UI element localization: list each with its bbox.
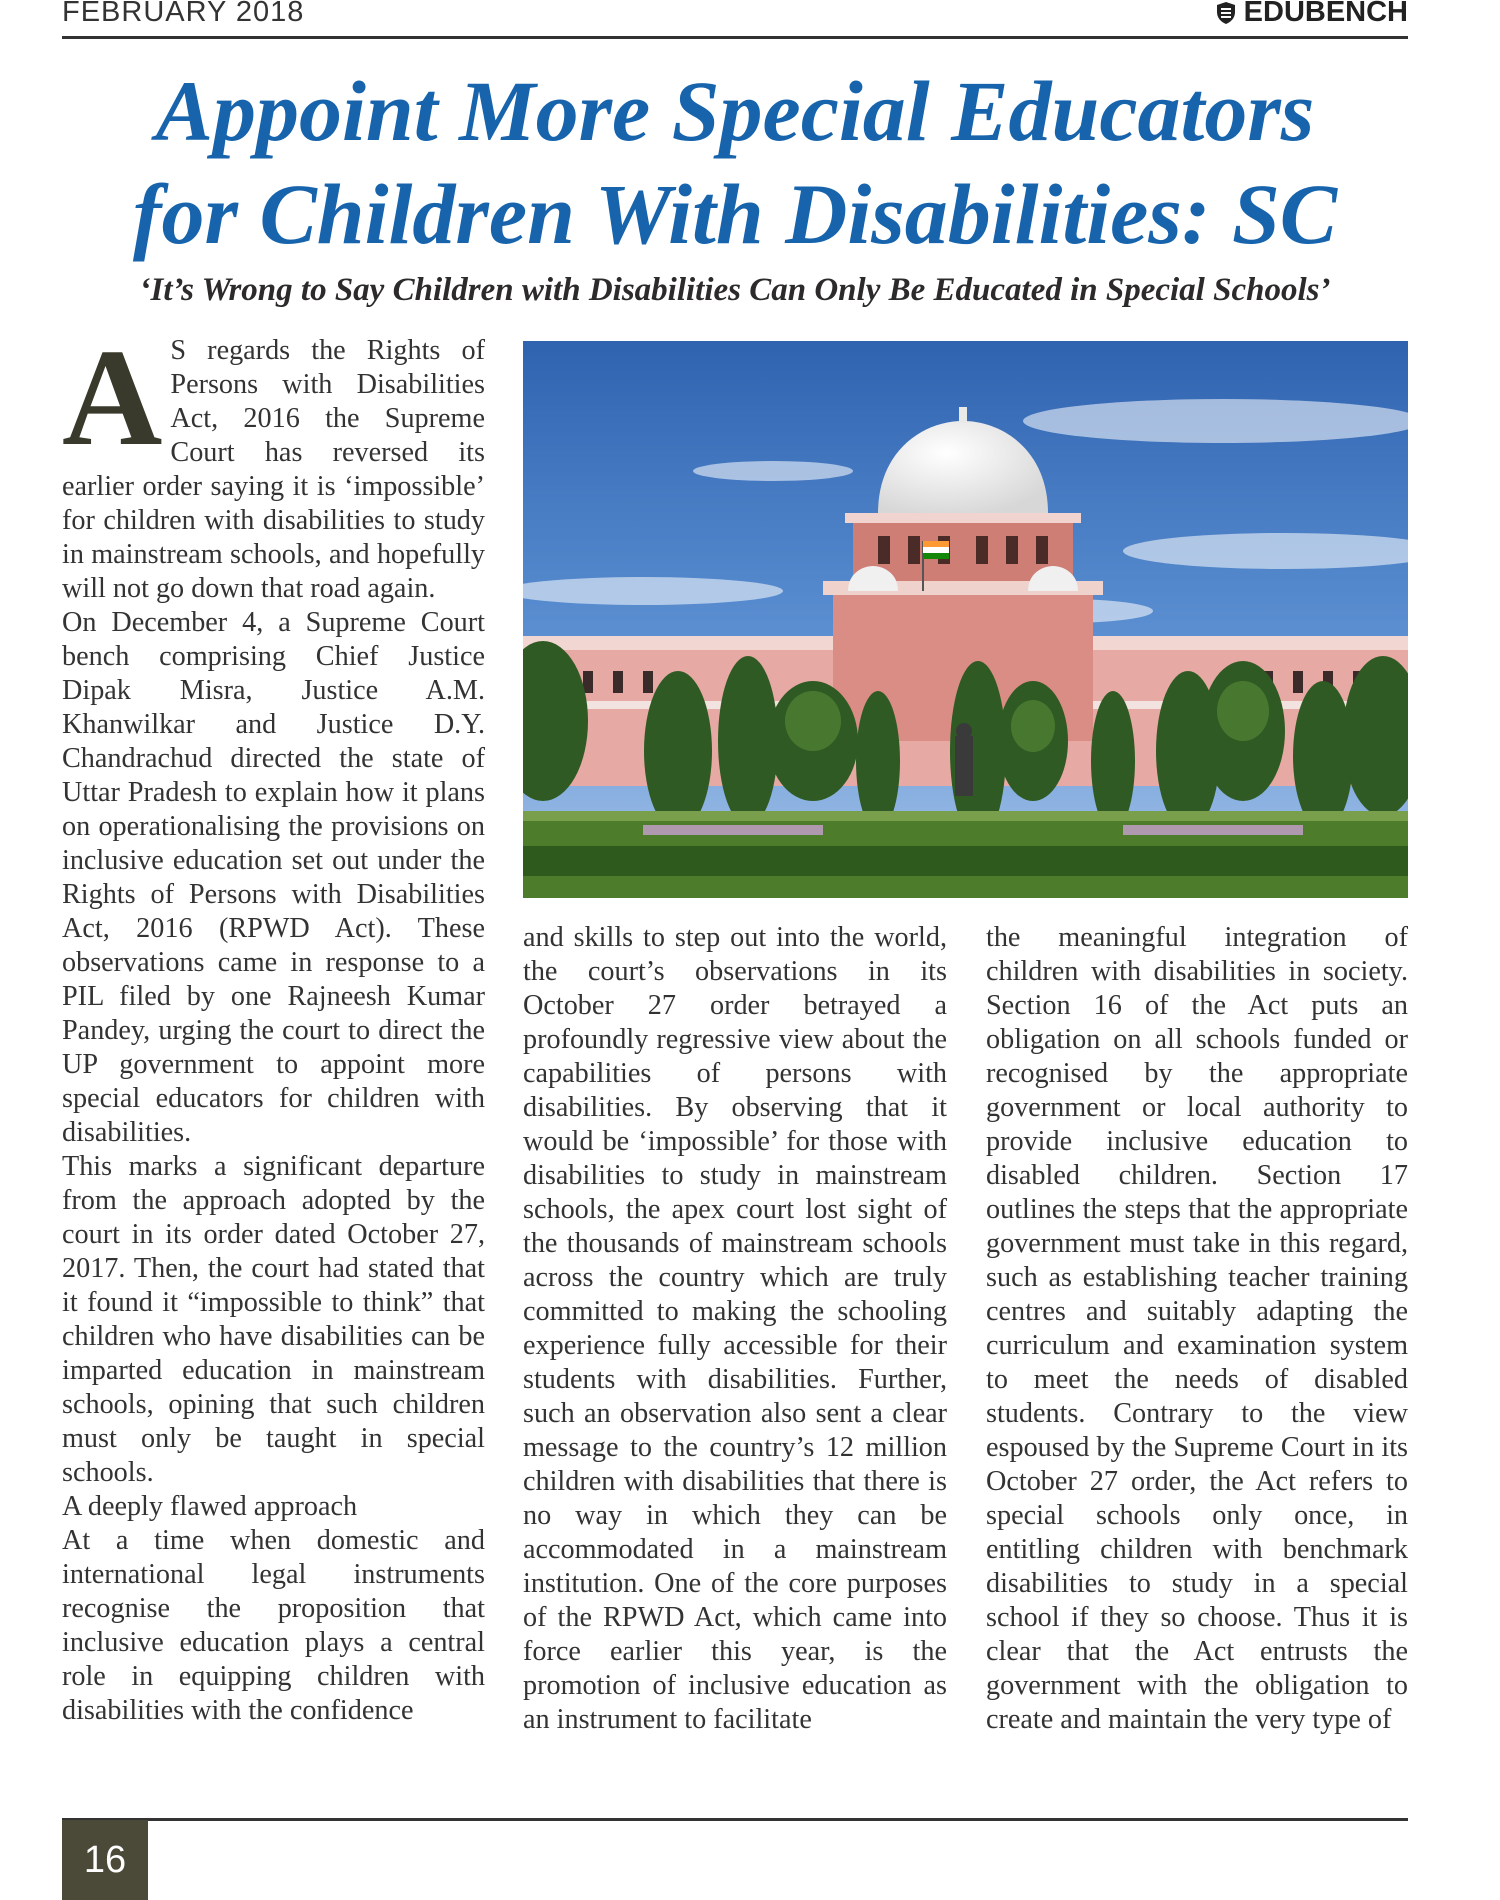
issue-date: FEBRUARY 2018 <box>62 0 305 28</box>
column-3 <box>986 921 1408 1737</box>
brand-name: EDUBENCH <box>1243 0 1408 28</box>
title-line-1: Appoint More Special Educators <box>155 63 1315 159</box>
drop-cap: A <box>62 321 163 475</box>
header-rule <box>62 36 1408 39</box>
title-line-2: for Children With Disabilities: SC <box>132 166 1338 262</box>
page-number: 16 <box>83 1838 127 1881</box>
paragraph-intro: S regards the Rights of Persons with Disabilities Act, 2016 the Supreme Court has reversed its earlier order saying it is ‘impossible’ for children with disabilities to study in mainstream schools, and hopefully will not go down that road again. <box>62 335 485 604</box>
paragraph: On December 4, a Supreme Court bench comprising Chief Justice Dipak Misra, Justice A.M. Khanwilkar and Justice D.Y. Chandrachud directed the state of Uttar Pradesh to explain how it plans on operationalising the provisions on inclusive education set out under the Rights of Persons with Disabilities Act, 2016 (RPWD Act). These observations came in response to a PIL filed by one Rajneesh Kumar Pandey, urging the court to direct the UP government to appoint more special educators for children with disabilities. <box>62 607 485 1148</box>
article-subtitle: ‘It’s Wrong to Say Children with Disabilities Can Only Be Educated in Special Schools’ <box>139 272 1331 308</box>
footer-rule <box>62 1818 1408 1821</box>
shield-logo-icon <box>1216 1 1236 25</box>
supreme-court-photo <box>523 341 1408 898</box>
column-1 <box>62 321 485 1728</box>
article-title <box>60 60 1410 266</box>
paragraph: This marks a significant departure from the approach adopted by the court in its order dated October 27, 2017. Then, the court had stated that it found it “impossible to think” that children who have disabilities can be imparted education in mainstream schools, opining that such children must only be taught in special schools. <box>62 1151 485 1488</box>
paragraph: At a time when domestic and international legal instruments recognise the proposition that inclusive education plays a central role in equipping children with disabilities with the confidence <box>62 1525 485 1726</box>
brand-logo <box>1216 0 1408 29</box>
page-number-box <box>62 1820 148 1900</box>
section-heading: A deeply flawed approach <box>62 1491 358 1522</box>
paragraph: and skills to step out into the world, the court’s observations in its October 27 order betrayed a profoundly regressive view about the capabilities of persons with disabilities. By observing that it would be ‘impossible’ for those with disabilities to study in mainstream schools, the apex court lost sight of the thousands of mainstream schools across the country which are truly committed to making the schooling experience fully accessible for their students with disabilities. Further, such an observation also sent a clear message to the country’s 12 million children with disabilities that there is no way in which they can be accommodated in a mainstream institution. One of the core purposes of the RPWD Act, which came into force earlier this year, is the promotion of inclusive education as an instrument to facilitate <box>523 922 947 1735</box>
column-2 <box>523 921 947 1737</box>
paragraph: the meaningful integration of children with disabilities in society. Section 16 of the Act puts an obligation on all schools funded or recognised by the appropriate government or local authority to provide inclusive education to disabled children. Section 17 outlines the steps that the appropriate government must take in this regard, such as establishing teacher training centres and suitably adapting the curriculum and examination system to meet the needs of disabled students. Contrary to the view espoused by the Supreme Court in its October 27 order, the Act refers to special schools only once, in entitling children with benchmark disabilities to study in a special school if they so choose. Thus it is clear that the Act entrusts the government with the obligation to create and maintain the very type of <box>986 922 1408 1735</box>
